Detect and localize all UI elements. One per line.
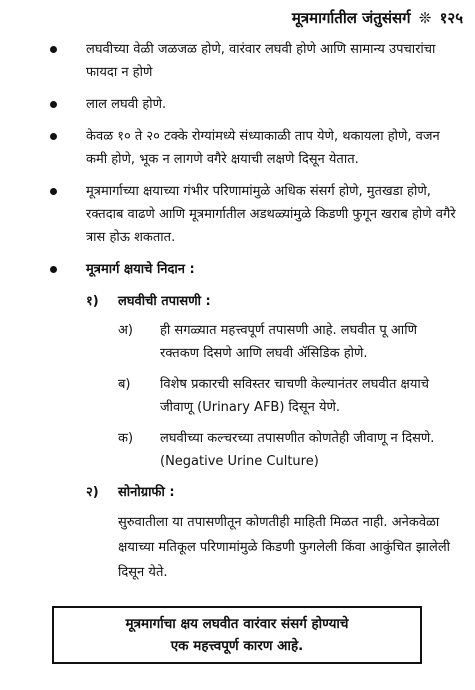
bullet-item	[0, 125, 475, 171]
urine-test-item	[0, 319, 475, 365]
main-content	[0, 38, 475, 591]
bullet-icon	[50, 266, 57, 273]
bullet-icon	[50, 188, 57, 195]
item-letter: ब)	[118, 377, 131, 392]
item-text: ही सगळ्यात महत्त्वपूर्ण तपासणी आहे. लघवीत पू आणि रक्तकण दिसणे आणि लघवी ॲसिडिक होणे.	[160, 323, 417, 361]
bullet-icon	[50, 133, 57, 140]
bullet-item	[0, 180, 475, 249]
urine-test-item	[0, 427, 475, 473]
note-line: मूत्रमार्गाचा क्षय लघवीत वारंवार संसर्ग होण्याचे	[125, 616, 349, 632]
bullet-text: केवळ १० ते २० टक्के रोग्यांमध्ये संध्याकाळी ताप येणे, थकायला होणे, वजन कमी होणे, भूक न लागणे वगैरे क्षयाची लक्षणे दिसून येतात.	[86, 129, 440, 167]
bullet-text: मूत्रमार्गाच्या क्षयाच्या गंभीर परिणामांमुळे अधिक संसर्ग होणे, मुतखडा होणे, रक्तदाब वाढणे आणि मूत्रमार्गातील अडथळ्यांमुळे किडणी फुगून खराब होणे वगैरे त्रास होऊ शकतात.	[86, 184, 456, 245]
urine-test-title: लघवीची तपासणी :	[118, 294, 211, 309]
urine-test-heading	[0, 290, 475, 313]
sonography-title: सोनोग्राफी :	[118, 485, 175, 500]
page-number: १२५	[439, 9, 463, 27]
section-number: १)	[86, 294, 99, 309]
item-text: विशेष प्रकारची सविस्तर चाचणी केल्यानंतर लघवीत क्षयाचे जीवाणू (Urinary AFB) दिसून येणे.	[160, 377, 429, 415]
highlight-note-box	[52, 606, 422, 664]
bullet-icon	[50, 46, 57, 53]
header-title: मूत्रमार्गातील जंतुसंसर्ग	[291, 9, 411, 27]
header-separator-icon: ❊	[418, 9, 432, 27]
urine-test-item	[0, 373, 475, 419]
item-text: लघवीच्या कल्चरच्या तपासणीत कोणतेही जीवाणू न दिसणे. (Negative Urine Culture)	[160, 431, 435, 469]
bullet-icon	[50, 101, 57, 108]
item-letter: क)	[118, 431, 134, 446]
note-line: एक महत्त्वपूर्ण कारण आहे.	[170, 638, 304, 654]
page-header	[292, 8, 463, 28]
sonography-heading	[0, 481, 475, 504]
item-letter: अ)	[118, 323, 134, 338]
bullet-item	[0, 93, 475, 116]
bullet-text: लघवीच्या वेळी जळजळ होणे, वारंवार लघवी होणे आणि सामान्य उपचारांचा फायदा न होणे	[86, 42, 436, 80]
section-number: २)	[86, 485, 99, 500]
diagnosis-heading	[0, 258, 475, 281]
diagnosis-heading-text: मूत्रमार्ग क्षयाचे निदान :	[86, 262, 195, 277]
bullet-text: लाल लघवी होणे.	[86, 97, 167, 112]
bullet-item	[0, 38, 475, 84]
sonography-paragraph: सुरुवातीला या तपासणीतून कोणतीही माहिती मिळत नाही. अनेकवेळा क्षयाच्या मतिकूल परिणामांमुळे किडणी फुगलेली किंवा आकुंचित झालेली दिसून येते.	[118, 515, 451, 580]
